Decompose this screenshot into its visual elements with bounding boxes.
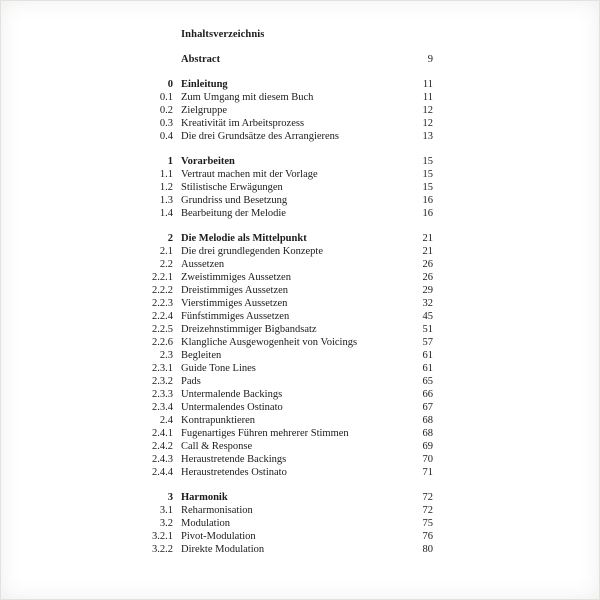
toc-entry-label: Vorarbeiten bbox=[181, 156, 235, 167]
toc-entry-page: 51 bbox=[422, 324, 433, 335]
toc-entry-number: 0.1 bbox=[159, 92, 173, 103]
toc-entry-label: Zweistimmiges Aussetzen bbox=[181, 272, 291, 283]
toc-entry bbox=[125, 310, 433, 323]
toc-entry-number: 2.3.4 bbox=[152, 402, 173, 413]
toc-entry-label: Begleiten bbox=[181, 350, 222, 361]
toc-entry bbox=[125, 543, 433, 556]
toc-entry-label: Kontrapunktieren bbox=[181, 415, 256, 426]
toc-entry-page: 15 bbox=[422, 169, 433, 180]
toc-entry-label: Call & Response bbox=[181, 441, 253, 452]
toc-entry bbox=[125, 207, 433, 220]
toc-entry-label: Zielgruppe bbox=[181, 105, 228, 116]
toc-entry-label: Abstract bbox=[181, 54, 221, 65]
toc-entry bbox=[125, 181, 433, 194]
toc-entry-label: Direkte Modulation bbox=[181, 544, 265, 555]
toc-entry-label: Kreativität im Arbeitsprozess bbox=[181, 118, 305, 129]
toc-entry-page: 16 bbox=[422, 195, 433, 206]
toc-entry-page: 61 bbox=[422, 363, 433, 374]
toc-entry-page: 32 bbox=[422, 298, 433, 309]
toc-entry bbox=[125, 258, 433, 271]
toc-entry-page: 67 bbox=[422, 402, 433, 413]
toc-entry bbox=[125, 271, 433, 284]
toc-entry bbox=[125, 414, 433, 427]
toc-entry-number: 2.2.3 bbox=[152, 298, 173, 309]
toc-entry-page: 68 bbox=[422, 428, 433, 439]
toc-entry-number: 2.3 bbox=[159, 350, 173, 361]
toc-content bbox=[125, 28, 433, 556]
toc-entry-number: 0.4 bbox=[159, 131, 173, 142]
toc-entry-page: 11 bbox=[422, 79, 433, 90]
toc-entry-page: 12 bbox=[422, 118, 433, 129]
toc-entry-label: Grundriss und Besetzung bbox=[181, 195, 288, 206]
toc-entry bbox=[125, 375, 433, 388]
toc-entry-label: Die drei Grundsätze des Arrangierens bbox=[181, 131, 340, 142]
toc-entry-page: 72 bbox=[422, 505, 433, 516]
toc-entry bbox=[125, 517, 433, 530]
toc-entry-page: 29 bbox=[422, 285, 433, 296]
toc-entry-page: 80 bbox=[422, 544, 433, 555]
toc-entry bbox=[125, 323, 433, 336]
toc-entry-label: Die drei grundlegenden Konzepte bbox=[181, 246, 323, 257]
toc-entry-label: Harmonik bbox=[181, 492, 228, 503]
toc-entry-number: 0 bbox=[167, 79, 173, 90]
toc-entry bbox=[125, 53, 433, 66]
toc-entry-number: 2.1 bbox=[159, 246, 173, 257]
toc-entry-label: Guide Tone Lines bbox=[181, 363, 256, 374]
toc-entry-label: Aussetzen bbox=[181, 259, 225, 270]
toc-entry bbox=[125, 388, 433, 401]
toc-entry-number: 3.2.2 bbox=[152, 544, 173, 555]
toc-entry-page: 45 bbox=[422, 311, 433, 322]
page-title: Inhaltsverzeichnis bbox=[181, 29, 265, 40]
toc-entry bbox=[125, 453, 433, 466]
toc-entry-number: 0.2 bbox=[159, 105, 173, 116]
toc-entry-number: 2.2.6 bbox=[152, 337, 173, 348]
toc-entry bbox=[125, 232, 433, 245]
toc-entry bbox=[125, 130, 433, 143]
toc-entry-label: Bearbeitung der Melodie bbox=[181, 208, 286, 219]
toc-entry-number: 1 bbox=[167, 156, 173, 167]
toc-entry bbox=[125, 297, 433, 310]
toc-entry-page: 16 bbox=[422, 208, 433, 219]
toc-entry-number: 3.2.1 bbox=[152, 531, 173, 542]
toc-entry-page: 68 bbox=[422, 415, 433, 426]
toc-entry-number: 2.2 bbox=[159, 259, 173, 270]
toc-entry-number: 0.3 bbox=[159, 118, 173, 129]
toc-list bbox=[125, 53, 433, 556]
toc-entry-label: Dreizehnstimmiger Bigbandsatz bbox=[181, 324, 317, 335]
toc-entry bbox=[125, 284, 433, 297]
toc-entry-number: 1.4 bbox=[159, 208, 173, 219]
toc-entry-number: 1.3 bbox=[159, 195, 173, 206]
toc-entry-number: 2.3.1 bbox=[152, 363, 173, 374]
toc-entry-page: 69 bbox=[422, 441, 433, 452]
toc-entry-label: Heraustretende Backings bbox=[181, 454, 287, 465]
toc-entry bbox=[125, 78, 433, 91]
toc-entry-page: 11 bbox=[422, 92, 433, 103]
toc-entry-page: 26 bbox=[422, 259, 433, 270]
toc-entry-page: 76 bbox=[422, 531, 433, 542]
toc-entry-page: 15 bbox=[422, 182, 433, 193]
toc-entry-number: 2.4.3 bbox=[152, 454, 173, 465]
toc-entry bbox=[125, 336, 433, 349]
toc-entry-page: 12 bbox=[422, 105, 433, 116]
toc-entry-number: 2.4.1 bbox=[152, 428, 173, 439]
toc-entry-page: 21 bbox=[422, 233, 433, 244]
toc-entry-page: 13 bbox=[422, 131, 433, 142]
toc-entry-label: Dreistimmiges Aussetzen bbox=[181, 285, 289, 296]
toc-entry-number: 2.2.5 bbox=[152, 324, 173, 335]
toc-entry-label: Klangliche Ausgewogenheit von Voicings bbox=[181, 337, 358, 348]
toc-entry-number: 2.2.2 bbox=[152, 285, 173, 296]
toc-entry bbox=[125, 530, 433, 543]
toc-entry-number: 2.4.4 bbox=[152, 467, 173, 478]
toc-entry-number: 3.2 bbox=[159, 518, 173, 529]
toc-entry bbox=[125, 168, 433, 181]
toc-entry bbox=[125, 427, 433, 440]
toc-entry-label: Einleitung bbox=[181, 79, 228, 90]
toc-entry bbox=[125, 349, 433, 362]
toc-entry bbox=[125, 117, 433, 130]
toc-entry-label: Modulation bbox=[181, 518, 230, 529]
toc-entry-page: 71 bbox=[422, 467, 433, 478]
toc-entry-label: Untermalende Backings bbox=[181, 389, 283, 400]
toc-entry-label: Untermalendes Ostinato bbox=[181, 402, 283, 413]
toc-entry-number: 2.4.2 bbox=[152, 441, 173, 452]
toc-entry-label: Vierstimmiges Aussetzen bbox=[181, 298, 288, 309]
toc-entry bbox=[125, 440, 433, 453]
toc-entry bbox=[125, 245, 433, 258]
toc-entry-label: Stilistische Erwägungen bbox=[181, 182, 283, 193]
toc-entry-number: 3 bbox=[167, 492, 173, 503]
toc-entry-label: Pivot-Modulation bbox=[181, 531, 256, 542]
toc-entry bbox=[125, 91, 433, 104]
toc-entry bbox=[125, 466, 433, 479]
toc-entry-page: 72 bbox=[422, 492, 433, 503]
toc-entry-page: 70 bbox=[422, 454, 433, 465]
toc-entry-page: 21 bbox=[422, 246, 433, 257]
toc-entry-label: Vertraut machen mit der Vorlage bbox=[181, 169, 318, 180]
toc-entry-number: 2.2.4 bbox=[152, 311, 173, 322]
toc-entry bbox=[125, 362, 433, 375]
toc-entry-number: 2.4 bbox=[159, 415, 173, 426]
toc-entry-page: 65 bbox=[422, 376, 433, 387]
toc-entry bbox=[125, 155, 433, 168]
toc-entry-label: Die Melodie als Mittelpunkt bbox=[181, 233, 307, 244]
toc-entry-label: Pads bbox=[181, 376, 201, 387]
toc-entry bbox=[125, 104, 433, 117]
toc-entry-page: 57 bbox=[422, 337, 433, 348]
toc-entry-label: Reharmonisation bbox=[181, 505, 253, 516]
toc-entry-page: 9 bbox=[427, 54, 433, 65]
toc-entry-page: 15 bbox=[422, 156, 433, 167]
toc-entry-number: 2 bbox=[167, 233, 173, 244]
toc-entry bbox=[125, 401, 433, 414]
toc-entry-number: 2.3.2 bbox=[152, 376, 173, 387]
toc-entry-page: 26 bbox=[422, 272, 433, 283]
toc-entry-page: 75 bbox=[422, 518, 433, 529]
toc-entry-page: 66 bbox=[422, 389, 433, 400]
toc-entry-number: 1.2 bbox=[159, 182, 173, 193]
toc-entry-number: 1.1 bbox=[159, 169, 173, 180]
toc-entry bbox=[125, 491, 433, 504]
toc-entry-page: 61 bbox=[422, 350, 433, 361]
toc-entry-label: Zum Umgang mit diesem Buch bbox=[181, 92, 314, 103]
toc-entry-label: Fünfstimmiges Aussetzen bbox=[181, 311, 290, 322]
toc-entry-number: 2.3.3 bbox=[152, 389, 173, 400]
toc-entry-number: 3.1 bbox=[159, 505, 173, 516]
toc-entry-label: Heraustretendes Ostinato bbox=[181, 467, 287, 478]
toc-entry-number: 2.2.1 bbox=[152, 272, 173, 283]
toc-entry bbox=[125, 504, 433, 517]
toc-entry bbox=[125, 194, 433, 207]
toc-entry-label: Fugenartiges Führen mehrerer Stimmen bbox=[181, 428, 349, 439]
